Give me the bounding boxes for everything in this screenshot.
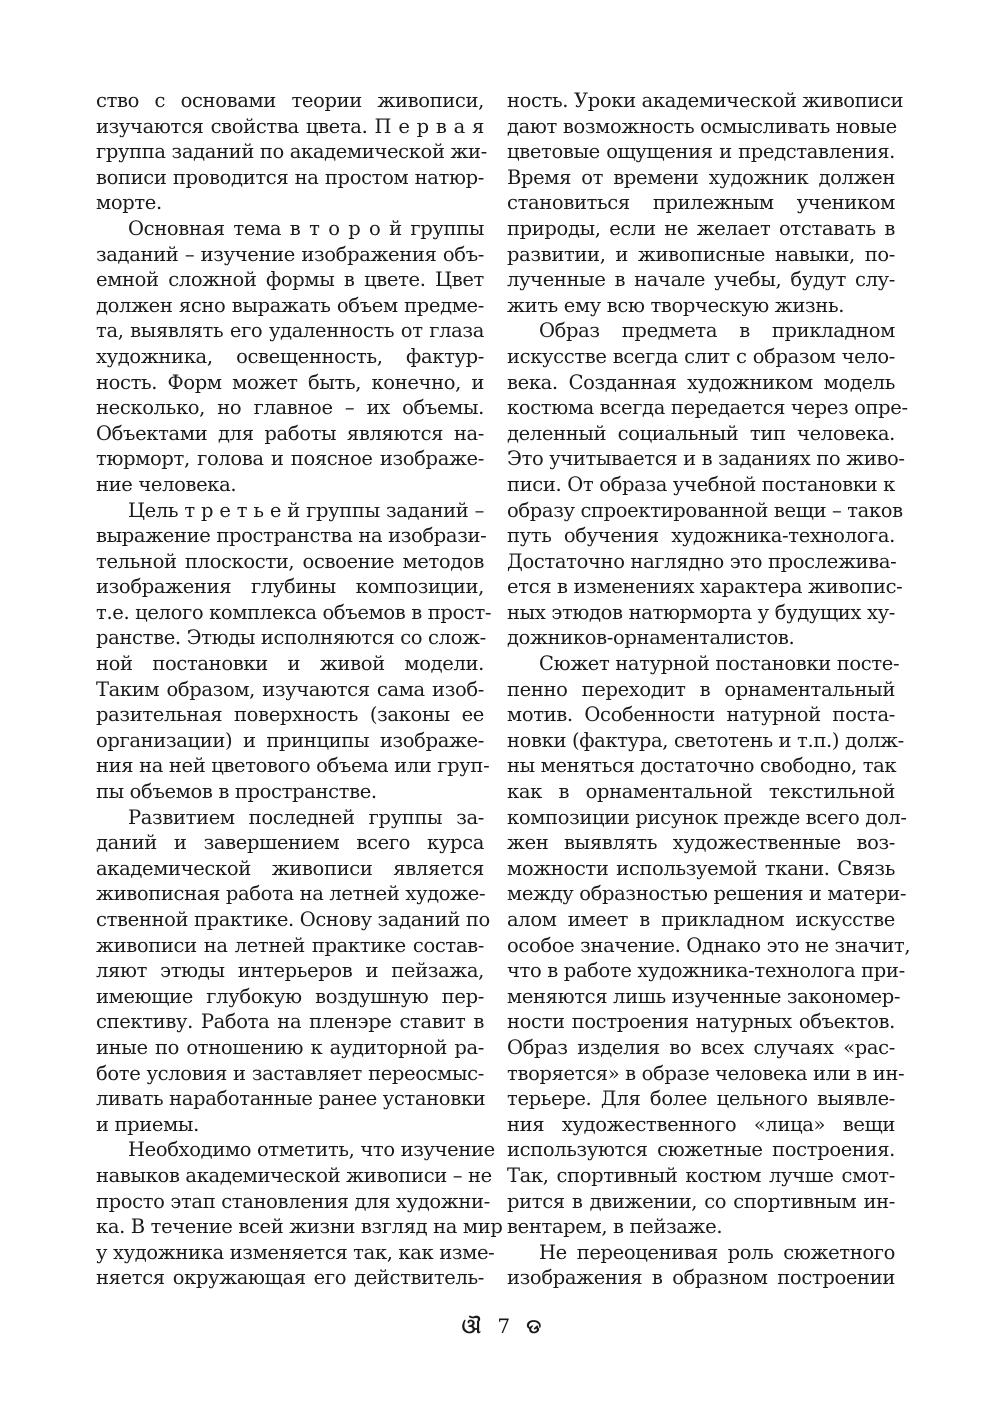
text-line: Таким образом, изучаются сама изоб-: [96, 677, 484, 701]
text-line: изображения в образном построении: [507, 1266, 895, 1290]
text-line: ных этюдов натюрморта у будущих ху-: [507, 600, 895, 624]
text-line: вописи проводится на простом натюр-: [96, 165, 484, 189]
text-line: века. Созданная художником модель: [507, 370, 895, 394]
text-line: спективу. Работа на пленэре ставит в: [96, 1010, 484, 1034]
text-line: писи. От образа учебной постановки к: [507, 472, 895, 496]
text-line: Цель т р е т ь е й группы заданий –: [128, 498, 484, 522]
text-line: как в орнаментальной текстильной: [507, 780, 895, 804]
text-line: изучаются свойства цвета. П е р в а я: [96, 114, 484, 138]
text-line: иные по отношению к аудиторной ра-: [96, 1035, 484, 1059]
text-line: образу спроектированной вещи – таков: [507, 498, 903, 522]
text-line: Не переоценивая роль сюжетного: [539, 1240, 895, 1264]
text-line: т.е. целого комплекса объемов в прост-: [96, 600, 492, 624]
text-line: тельной плоскости, освоение методов: [96, 549, 484, 573]
left-text-column: [96, 88, 503, 1291]
text-line: Образ предмета в прикладном: [539, 319, 895, 343]
text-line: мотив. Особенности натурной поста-: [507, 703, 895, 727]
text-line: несколько, но главное – их объемы.: [96, 396, 484, 420]
text-line: ны меняться достаточно свободно, так: [507, 754, 897, 778]
text-line: Необходимо отметить, что изучение: [128, 1138, 495, 1162]
text-line: заданий – изучение изображения объ-: [96, 242, 484, 266]
text-line: природы, если не желает отставать в: [507, 216, 895, 240]
text-line: ется в изменениях характера живопис-: [507, 575, 903, 599]
text-line: даний и завершением всего курса: [96, 831, 484, 855]
ornament-left-icon: ଔ: [461, 1313, 481, 1338]
text-line: должен ясно выражать объем предме-: [96, 293, 484, 317]
text-line: становиться прилежным учеником: [507, 191, 895, 215]
text-line: цветовые ощущения и представления.: [507, 140, 895, 164]
text-line: новки (фактура, светотень и т.п.) долж-: [507, 728, 904, 752]
text-line: группа заданий по академической жи-: [96, 140, 487, 164]
text-line: разительная поверхность (законы ее: [96, 703, 484, 727]
text-line: пы объемов в пространстве.: [96, 780, 377, 804]
text-line: ственной практике. Основу заданий по: [96, 908, 490, 931]
text-line: развитии, и живописные навыки, по-: [507, 242, 895, 266]
text-line: используются сюжетные построения.: [507, 1138, 895, 1162]
text-line: живописная работа на летней художе-: [96, 882, 486, 906]
text-line: дожников-орнаменталистов.: [507, 626, 795, 650]
text-line: ранстве. Этюды исполняются со слож-: [96, 626, 486, 650]
text-line: боте условия и заставляет переосмыс-: [96, 1061, 484, 1085]
text-line: выражение пространства на изобрази-: [96, 524, 487, 548]
text-line: ка. В течение всей жизни взгляд на мир: [96, 1215, 503, 1239]
page-footer: [0, 1312, 1003, 1338]
text-line: пенно переходит в орнаментальный: [507, 677, 895, 701]
text-line: путь обучения художника-технолога.: [507, 524, 895, 548]
text-line: жен выявлять художественные воз-: [507, 831, 895, 855]
text-line: можности используемой ткани. Связь: [507, 856, 895, 880]
text-line: особое значение. Однако это не значит,: [507, 933, 911, 957]
text-line: тюрморт, голова и поясное изображе-: [96, 447, 484, 471]
text-line: художника, освещенность, фактур-: [96, 344, 484, 368]
text-line: ния на ней цветового объема или груп-: [96, 754, 490, 778]
text-line: творяется» в образе человека или в ин-: [507, 1061, 905, 1085]
text-line: ности построения натурных объектов.: [507, 1010, 895, 1034]
text-line: ство с основами теории живописи,: [96, 89, 484, 112]
text-line: Так, спортивный костюм лучше смот-: [507, 1163, 895, 1187]
text-line: Это учитывается и в заданиях по живо-: [507, 447, 905, 471]
text-line: вентарем, в пейзаже.: [507, 1215, 723, 1239]
page-number: 7: [497, 1313, 511, 1338]
text-line: ние человека.: [96, 472, 237, 496]
text-line: искусстве всегда слит с образом чело-: [507, 344, 895, 368]
text-line: у художника изменяется так, как изме-: [96, 1240, 495, 1264]
text-line: жить ему всю творческую жизнь.: [507, 293, 845, 317]
text-line: изображения глубины композиции,: [96, 575, 484, 599]
text-line: рится в движении, со спортивным ин-: [507, 1189, 895, 1213]
ornament-right-icon: ଡ: [526, 1313, 542, 1338]
text-line: живописи на летней практике состав-: [96, 933, 484, 957]
text-line: алом имеет в прикладном искусстве: [507, 908, 895, 931]
text-line: что в работе художника-технолога при-: [507, 959, 905, 983]
text-line: Развитием последней группы за-: [128, 805, 484, 829]
text-line: терьере. Для более цельного выявле-: [507, 1087, 895, 1111]
text-line: академической живописи является: [96, 856, 484, 880]
text-line: Сюжет натурной постановки посте-: [539, 652, 900, 676]
text-line: Достаточно наглядно это прослежива-: [507, 549, 897, 573]
text-line: няется окружающая его действитель-: [96, 1266, 484, 1290]
text-line: и приемы.: [96, 1112, 199, 1136]
text-line: Время от времени художник должен: [507, 165, 895, 189]
text-line: ливать наработанные ранее установки: [96, 1087, 486, 1111]
text-line: Основная тема в т о р о й группы: [128, 216, 484, 240]
text-line: навыков академической живописи – не: [96, 1163, 492, 1187]
text-line: ния художественного «лица» вещи: [507, 1112, 895, 1136]
text-line: имеющие глубокую воздушную пер-: [96, 984, 484, 1008]
text-line: деленный социальный тип человека.: [507, 421, 895, 445]
right-text-column: [507, 88, 911, 1291]
text-line: емной сложной формы в цвете. Цвет: [96, 268, 484, 292]
text-line: ность. Уроки академической живописи: [507, 89, 904, 112]
text-line: та, выявлять его удаленность от глаза: [96, 319, 484, 343]
text-line: костюма всегда передается через опре-: [507, 396, 908, 420]
text-line: композиции рисунок прежде всего дол-: [507, 805, 907, 829]
text-line: просто этап становления для художни-: [96, 1189, 490, 1213]
text-line: ность. Форм может быть, конечно, и: [96, 370, 484, 394]
text-line: лученные в начале учебы, будут слу-: [507, 268, 895, 292]
text-line: ной постановки и живой модели.: [96, 652, 484, 676]
text-line: Объектами для работы являются на-: [96, 421, 484, 445]
text-line: Образ изделия во всех случаях «рас-: [507, 1035, 895, 1059]
text-line: меняются лишь изученные закономер-: [507, 984, 901, 1008]
text-line: ляют этюды интерьеров и пейзажа,: [96, 959, 484, 983]
text-line: морте.: [96, 191, 162, 215]
text-line: организации) и принципы изображе-: [96, 728, 484, 752]
text-line: между образностью решения и матери-: [507, 882, 907, 906]
text-line: дают возможность осмысливать новые: [507, 114, 897, 138]
